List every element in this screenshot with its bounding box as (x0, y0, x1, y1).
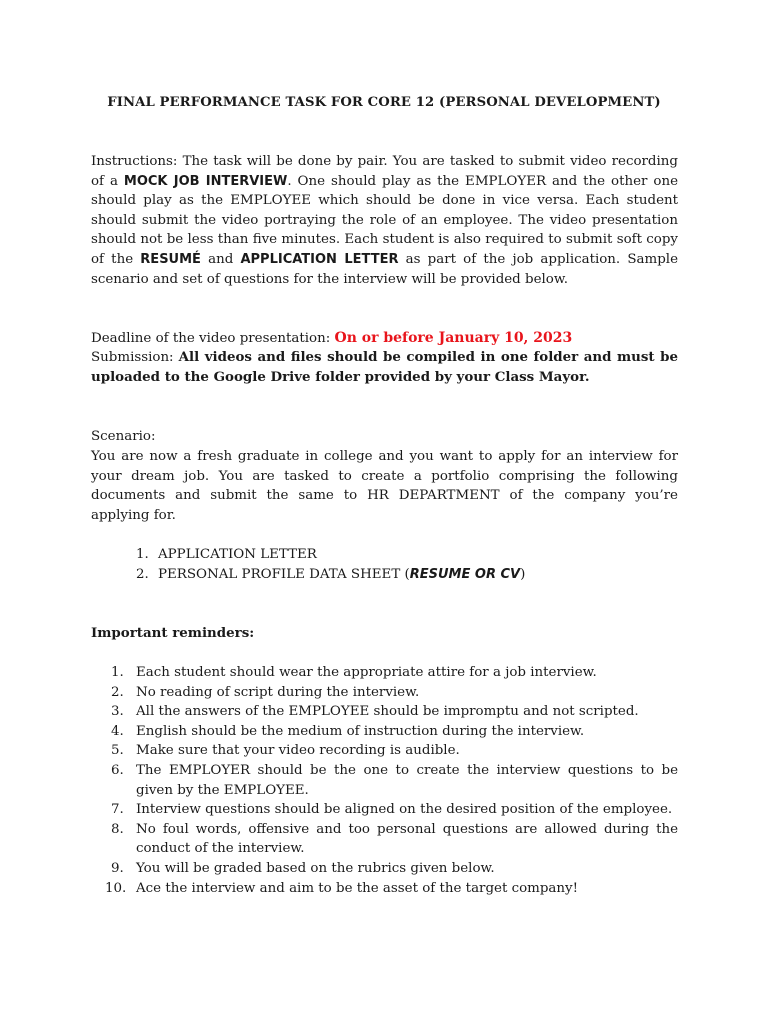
deadline-line (91, 329, 678, 349)
list-item: 1. Each student should wear the appropriate attire for a job interview. (111, 665, 597, 680)
reminders-list (91, 663, 678, 898)
mock-job-interview-emphasis: MOCK JOB INTERVIEW (123, 173, 288, 189)
list-item: 2. PERSONAL PROFILE DATA SHEET (RESUME OR CV) (136, 566, 526, 582)
submission-value: All videos and files should be compiled in one folder and must be uploaded to the Google Drive folder provided by your Class Mayor. (91, 349, 678, 385)
list-item: 2. No reading of script during the interview. (111, 684, 420, 700)
deadline-label: Deadline of the video presentation: (91, 331, 335, 346)
instructions-text: Instructions: The task will be done by pair. You are tasked to submit video recording of a (91, 154, 678, 189)
submission-label: Submission: (91, 350, 179, 365)
list-item: 1. APPLICATION LETTER (136, 547, 317, 562)
list-item: 5. Make sure that your video recording is audible. (111, 743, 460, 759)
instructions-and: and (200, 251, 241, 267)
resume-emphasis: RESUMÉ (140, 251, 201, 267)
page-title: FINAL PERFORMANCE TASK FOR CORE 12 (PERSONAL DEVELOPMENT) (107, 95, 661, 110)
list-item: 6. The EMPLOYER should be the one to create the interview questions to be given by the EMPLOYEE. (111, 762, 678, 798)
resume-or-cv-emphasis: RESUME OR CV (409, 566, 521, 582)
list-item: 10. Ace the interview and aim to be the asset of the target company! (105, 880, 578, 896)
instructions-text-2: . One should play as the EMPLOYER and the other one should play as the EMPLOYEE which should be done in vice versa. Each student should submit the video portraying the role of an employee. The video presentation should not be less than five minutes. Each student is also required to submit soft copy of the (91, 173, 679, 267)
instructions-text-3: as part of the job application. Sample scenario and set of questions for the interview will be provided below. (91, 251, 678, 287)
documents-list (136, 545, 676, 584)
deadline-value: On or before January 10, 2023 (334, 330, 573, 346)
list-item: 8. No foul words, offensive and too personal questions are allowed during the conduct of the interview. (111, 821, 678, 857)
list-item: 9. You will be graded based on the rubrics given below. (111, 860, 495, 876)
list-item: 3. All the answers of the EMPLOYEE should be impromptu and not scripted. (111, 704, 639, 720)
instructions-paragraph (91, 152, 678, 289)
application-letter-emphasis: APPLICATION LETTER (240, 251, 399, 267)
scenario-paragraph: You are now a fresh graduate in college and you want to apply for an interview for your dream job. You are tasked to create a portfolio comprising the following documents and submit the same to HR DEPARTMENT of the company you’re applying for. (91, 449, 678, 523)
list-item: 7. Interview questions should be aligned on the desired position of the employee. (111, 802, 673, 818)
scenario-heading: Scenario: (91, 429, 156, 444)
submission-paragraph (91, 348, 678, 387)
reminders-heading: Important reminders: (91, 625, 255, 641)
list-item: 4. English should be the medium of instruction during the interview. (111, 723, 585, 739)
